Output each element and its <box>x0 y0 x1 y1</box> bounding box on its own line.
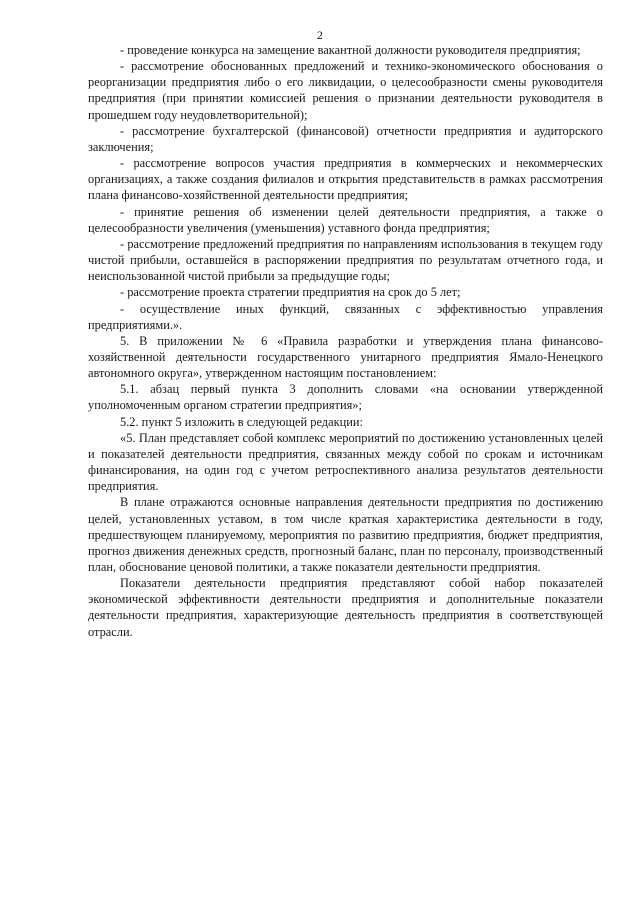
paragraph-item: - рассмотрение предложений предприятия по направлениям использования в текущем году чистой прибыли, оставшейся в распоряжении предприятия по результатам отчетного года, и неиспользованной чистой прибыли за предыдущие годы; <box>88 236 603 284</box>
paragraph-item: - рассмотрение проекта стратегии предприятия на срок до 5 лет; <box>120 285 461 300</box>
paragraph-item: - рассмотрение вопросов участия предприятия в коммерческих и некоммерческих организациях, а также создания филиалов и открытия представительств в рамках рассмотрения плана финансово-хозяйственной деятельности предприятия; <box>88 156 603 203</box>
page-number: 2 <box>316 28 324 42</box>
paragraph-item: 5.2. пункт 5 изложить в следующей редакции: <box>120 414 363 429</box>
paragraph-item: - проведение конкурса на замещение вакантной должности руководителя предприятия; <box>120 43 581 57</box>
document-body <box>88 42 603 640</box>
paragraph-item: В плане отражаются основные направления деятельности предприятия по достижению целей, установленных уставом, в том числе краткая характеристика деятельности в году, предшествующем планируемому, мероприятия по развитию предприятия, бюджет предприятия, прогноз движения денежных средств, прогнозный баланс, план по персоналу, производственный план, обоснование ценовой политики, а также показатели деятельности предприятия. <box>88 495 603 574</box>
paragraph-item: 5.1. абзац первый пункта 3 дополнить словами «на основании утвержденной уполномоченным органом стратегии предприятия»; <box>88 382 603 413</box>
paragraph-item: «5. План представляет собой комплекс мероприятий по достижению установленных целей и показателей деятельности предприятия, связанных между собой по срокам и источникам финансирования, на один год с учетом ретроспективного анализа результатов деятельности предприятия. <box>88 430 603 494</box>
paragraph-item: - принятие решения об изменении целей деятельности предприятия, а также о целесообразности увеличения (уменьшения) уставного фонда предприятия; <box>88 204 603 235</box>
paragraph-item: - осуществление иных функций, связанных с эффективностью управления предприятиями.». <box>88 301 603 332</box>
paragraph-item: Показатели деятельности предприятия представляют собой набор показателей экономической эффективности деятельности предприятия и дополнительные показатели деятельности предприятия, характеризующие деятельность предприятия в соответствующей отрасли. <box>88 576 603 639</box>
paragraph-item: - рассмотрение обоснованных предложений и технико-экономического обоснования о реорганизации предприятия либо о его ликвидации, о целесообразности смены руководителя предприятия (при принятии комиссией решения о признании деятельности руководителя в прошедшем году неудовлетворительной); <box>88 59 603 122</box>
paragraph-item: 5. В приложении № 6 «Правила разработки и утверждения плана финансово-хозяйственной деятельности государственного унитарного предприятия Ямало-Ненецкого автономного округа», утвержденном настоящим постановлением: <box>88 333 603 381</box>
paragraph-item: - рассмотрение бухгалтерской (финансовой) отчетности предприятия и аудиторского заключения; <box>88 123 603 154</box>
